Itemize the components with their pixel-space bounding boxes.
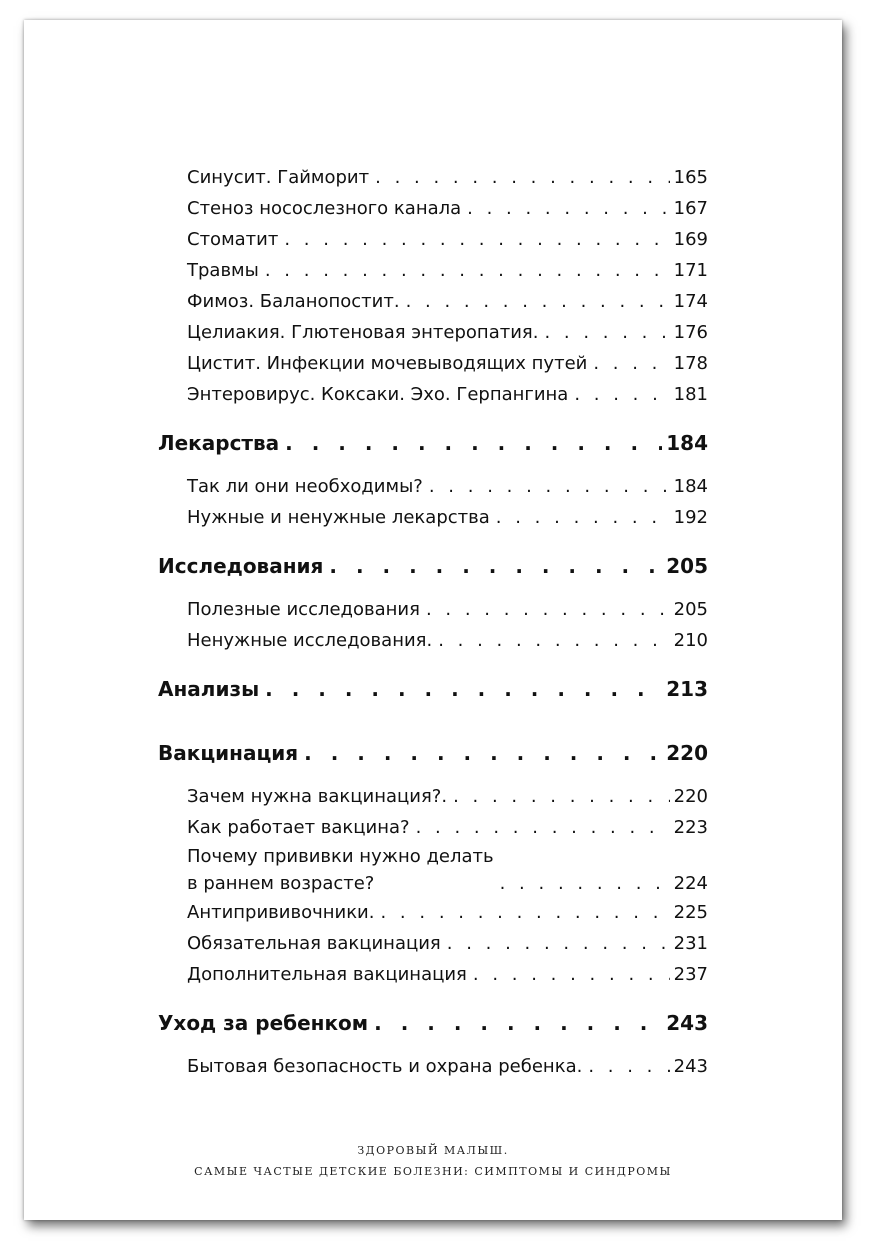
dot-leader (453, 781, 670, 812)
toc-entry[interactable] (158, 162, 708, 193)
toc-section-title: Лекарства (158, 431, 280, 455)
book-page (24, 20, 842, 1220)
dot-leader (588, 1051, 669, 1082)
toc-entry[interactable] (158, 843, 708, 897)
toc-entry-title (187, 843, 494, 897)
dot-leader (467, 193, 669, 224)
footer-line-1: ЗДОРОВЫЙ МАЛЫШ. (357, 1144, 509, 1157)
toc-entry[interactable] (158, 594, 708, 625)
dot-leader (374, 1006, 662, 1040)
toc-entry[interactable] (158, 812, 708, 843)
toc-entry-title: Целиакия. Глютеновая энтеропатия. (187, 322, 539, 343)
toc-entry-title-line2: в раннем возрасте? (187, 873, 375, 894)
dot-leader (496, 502, 670, 533)
toc-entry-page: 223 (673, 817, 708, 838)
toc-entry-title: Синусит. Гайморит (187, 167, 370, 188)
toc-section-childcare[interactable] (158, 1006, 708, 1040)
toc-section-medicines[interactable] (158, 426, 708, 460)
dot-leader (375, 162, 670, 193)
toc-entry-title: Как работает вакцина? (187, 817, 410, 838)
toc-entry-page: 167 (673, 198, 708, 219)
toc-entry[interactable] (158, 379, 708, 410)
toc-entry[interactable] (158, 928, 708, 959)
toc-entry-page: 225 (673, 902, 708, 923)
toc-entry-page: 174 (673, 291, 708, 312)
toc-section-title: Анализы (158, 677, 260, 701)
table-of-contents (158, 162, 708, 1082)
running-footer (24, 1140, 842, 1182)
dot-leader (500, 870, 670, 897)
toc-section-page: 213 (666, 677, 708, 701)
toc-entry-page: 165 (673, 167, 708, 188)
toc-entry-title: Травмы (187, 260, 259, 281)
toc-entry[interactable] (158, 781, 708, 812)
toc-entry-page: 171 (673, 260, 708, 281)
toc-entry-title: Фимоз. Баланопостит. (187, 291, 400, 312)
toc-entry-title: Энтеровирус. Коксаки. Эхо. Герпангина (187, 384, 569, 405)
toc-entry[interactable] (158, 224, 708, 255)
toc-entry-title: Зачем нужна вакцинация?. (187, 786, 448, 807)
toc-section-page: 184 (666, 431, 708, 455)
toc-section-title: Уход за ребенком (158, 1011, 369, 1035)
toc-entry[interactable] (158, 255, 708, 286)
toc-entry[interactable] (158, 959, 708, 990)
dot-leader (265, 672, 662, 706)
toc-entry[interactable] (158, 502, 708, 533)
toc-entry-page: 205 (673, 599, 708, 620)
toc-entry-page: 169 (673, 229, 708, 250)
toc-entry[interactable] (158, 286, 708, 317)
dot-leader (284, 224, 669, 255)
dot-leader (380, 897, 669, 928)
toc-section-page: 205 (666, 554, 708, 578)
toc-entry[interactable] (158, 625, 708, 656)
toc-entry-page: 237 (673, 964, 708, 985)
toc-entry[interactable] (158, 348, 708, 379)
dot-leader (329, 549, 662, 583)
dot-leader (438, 625, 669, 656)
toc-entry-page: 220 (673, 786, 708, 807)
toc-entry-title: Стеноз носослезного канала (187, 198, 462, 219)
toc-section-vaccination[interactable] (158, 736, 708, 770)
toc-entry-title: Дополнительная вакцинация (187, 964, 467, 985)
toc-entry-page: 176 (673, 322, 708, 343)
dot-leader (544, 317, 669, 348)
toc-entry[interactable] (158, 471, 708, 502)
toc-section-title: Исследования (158, 554, 324, 578)
dot-leader (416, 812, 670, 843)
toc-entry-page: 210 (673, 630, 708, 651)
toc-section-page: 243 (666, 1011, 708, 1035)
toc-entry-title: Ненужные исследования. (187, 630, 433, 651)
toc-entry[interactable] (158, 317, 708, 348)
dot-leader (429, 471, 670, 502)
toc-entry[interactable] (158, 1051, 708, 1082)
dot-leader (426, 594, 670, 625)
toc-entry-title: Обязательная вакцинация (187, 933, 441, 954)
toc-section-research[interactable] (158, 549, 708, 583)
footer-line-2: САМЫЕ ЧАСТЫЕ ДЕТСКИЕ БОЛЕЗНИ: СИМПТОМЫ И СИНДРОМЫ (194, 1165, 672, 1178)
toc-entry-title: Так ли они необходимы? (187, 476, 423, 497)
toc-entry-page: 231 (673, 933, 708, 954)
toc-section-page: 220 (666, 741, 708, 765)
dot-leader (473, 959, 670, 990)
dot-leader (593, 348, 669, 379)
toc-entry-title-line1: Почему прививки нужно делать (187, 846, 494, 867)
toc-entry-title: Стоматит (187, 229, 279, 250)
toc-section-tests[interactable] (158, 672, 708, 706)
toc-entry-page: 224 (673, 873, 708, 894)
dot-leader (406, 286, 670, 317)
toc-entry-title: Нужные и ненужные лекарства (187, 507, 490, 528)
toc-entry-page: 192 (673, 507, 708, 528)
toc-entry-title: Антипрививочники. (187, 902, 375, 923)
dot-leader (447, 928, 670, 959)
dot-leader (265, 255, 670, 286)
toc-entry-page: 181 (673, 384, 708, 405)
toc-section-title: Вакцинация (158, 741, 299, 765)
toc-entry-page: 178 (673, 353, 708, 374)
toc-entry-title: Полезные исследования (187, 599, 420, 620)
dot-leader (304, 736, 662, 770)
toc-entry-title: Бытовая безопасность и охрана ребенка. (187, 1056, 583, 1077)
toc-entry-page: 184 (673, 476, 708, 497)
dot-leader (574, 379, 669, 410)
dot-leader (285, 426, 662, 460)
toc-entry[interactable] (158, 193, 708, 224)
toc-entry-title: Цистит. Инфекции мочевыводящих путей (187, 353, 588, 374)
toc-entry-page: 243 (673, 1056, 708, 1077)
toc-entry[interactable] (158, 897, 708, 928)
